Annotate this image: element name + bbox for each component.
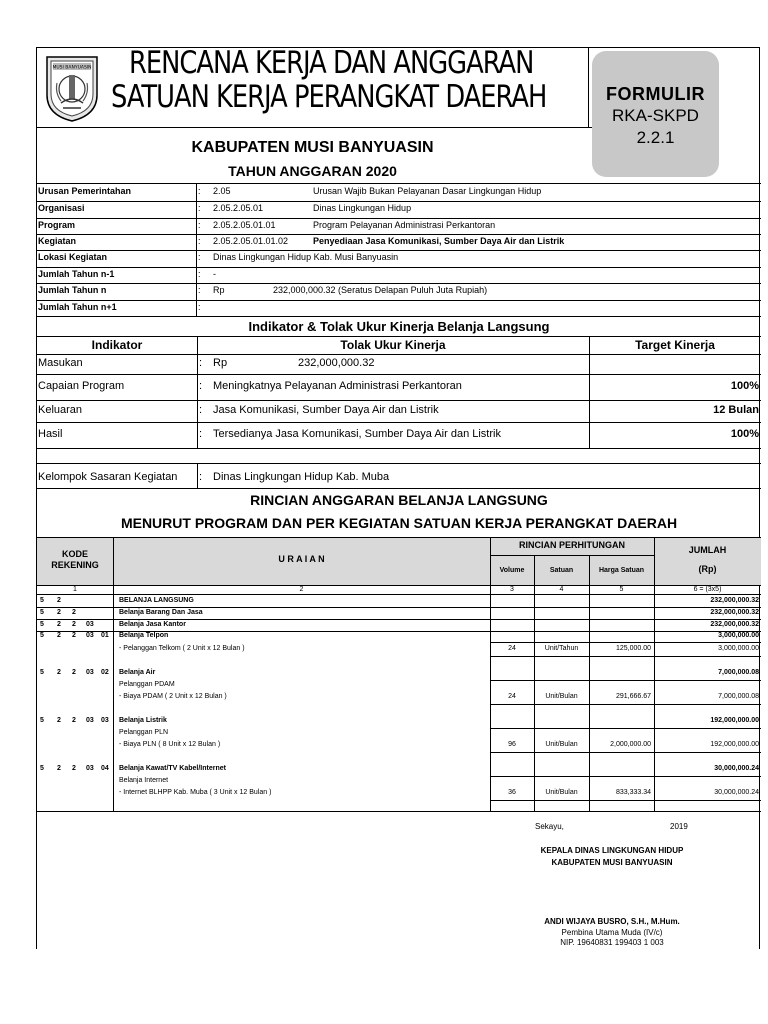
kode-segment: 2 xyxy=(57,716,61,724)
indicator-text: Meningkatnya Pelayanan Administrasi Perkantoran xyxy=(213,380,462,392)
jumlah-value: 30,000,000.24 xyxy=(714,788,759,796)
colnum-6: 6 = (3x5) xyxy=(693,586,722,593)
indicator-label: Keluaran xyxy=(38,404,83,416)
formulir-label: FORMULIR xyxy=(606,84,705,104)
kode-segment: 5 xyxy=(40,632,44,639)
kode-segment: 2 xyxy=(57,608,61,616)
kode-segment: 2 xyxy=(57,632,61,639)
formulir-box xyxy=(592,51,719,177)
svg-text:MUSI BANYUASIN: MUSI BANYUASIN xyxy=(52,65,92,71)
kode-segment: 5 xyxy=(40,620,44,628)
kode-segment: 2 xyxy=(57,596,61,604)
indicator-amount: 232,000,000.32 xyxy=(298,357,375,369)
col-volume: Volume xyxy=(499,567,525,574)
uraian-text: Belanja Kawat/TV Kabel/Internet xyxy=(119,764,226,772)
uraian-text: Belanja Internet xyxy=(119,776,169,784)
indicator-colon: : xyxy=(199,404,203,416)
colnum-2: 2 xyxy=(299,586,304,593)
kode-segment: 5 xyxy=(40,716,44,724)
kode-segment: 04 xyxy=(101,764,109,772)
info-colon: : xyxy=(198,285,201,295)
jumlah-value: 7,000,000.08 xyxy=(718,692,759,700)
info-label: Jumlah Tahun n+1 xyxy=(38,302,117,312)
kode-segment: 03 xyxy=(86,632,94,639)
info-colon: : xyxy=(198,236,201,246)
indicator-label: Hasil xyxy=(38,428,63,440)
volume-value: 36 xyxy=(508,788,516,796)
col-jumlah: JUMLAH xyxy=(688,545,727,555)
regency-logo xyxy=(43,53,101,123)
kode-segment: 2 xyxy=(72,716,76,724)
uraian-text: - Pelanggan Telkom ( 2 Unit x 12 Bulan ) xyxy=(119,644,245,652)
satuan-value: Unit/Tahun xyxy=(544,644,579,652)
formulir-code: RKA-SKPD xyxy=(612,106,699,125)
col-tolak-ukur: Tolak Ukur Kinerja xyxy=(340,338,446,352)
uraian-text: BELANJA LANGSUNG xyxy=(119,596,194,604)
jumlah-value: 7,000,000.08 xyxy=(718,668,759,676)
info-code: Rp xyxy=(213,285,225,295)
year-title: TAHUN ANGGARAN 2020 xyxy=(228,163,397,179)
sign-position-1: KEPALA DINAS LINGKUNGAN HIDUP xyxy=(540,846,684,855)
rincian-title-1: RINCIAN ANGGARAN BELANJA LANGSUNG xyxy=(250,492,548,508)
info-label: Program xyxy=(38,220,76,230)
kode-segment: 2 xyxy=(57,620,61,628)
volume-value: 24 xyxy=(508,692,516,700)
indicator-colon: : xyxy=(199,380,203,392)
info-colon: : xyxy=(198,302,201,312)
info-desc: 232,000,000.32 (Seratus Delapan Puluh Juta Rupiah) xyxy=(273,285,488,295)
satuan-value: Unit/Bulan xyxy=(545,788,578,796)
indicator-colon: : xyxy=(199,357,203,369)
sasaran-value: Dinas Lingkungan Hidup Kab. Muba xyxy=(213,471,390,483)
indicator-target: 100% xyxy=(730,380,759,392)
indicator-title: Indikator & Tolak Ukur Kinerja Belanja Langsung xyxy=(248,319,550,334)
kode-segment: 5 xyxy=(40,764,44,772)
kode-segment: 03 xyxy=(86,668,94,676)
info-desc: Dinas Lingkungan Hidup xyxy=(313,203,412,213)
info-desc: Program Pelayanan Administrasi Perkantoran xyxy=(313,220,496,230)
col-rincian: RINCIAN PERHITUNGAN xyxy=(518,540,625,550)
kode-segment: 2 xyxy=(72,620,76,628)
volume-value: 24 xyxy=(508,644,516,652)
colnum-5: 5 xyxy=(619,586,624,593)
colnum-1: 1 xyxy=(73,586,77,593)
uraian-text: - Internet BLHPP Kab. Muba ( 3 Unit x 12 Bulan ) xyxy=(119,788,272,796)
region-title: KABUPATEN MUSI BANYUASIN xyxy=(191,139,434,156)
kode-segment: 2 xyxy=(72,668,76,676)
kode-segment: 02 xyxy=(101,668,109,676)
formulir-number: 2.2.1 xyxy=(636,128,675,147)
colnum-4: 4 xyxy=(559,586,564,593)
uraian-text: Belanja Telpon xyxy=(119,632,169,639)
kode-segment: 5 xyxy=(40,608,44,616)
info-code: 2.05 xyxy=(213,186,231,196)
uraian-text: Belanja Air xyxy=(119,668,156,676)
rincian-title-2: MENURUT PROGRAM DAN PER KEGIATAN SATUAN KERJA PERANGKAT DAERAH xyxy=(120,515,678,531)
col-indikator: Indikator xyxy=(91,338,143,352)
harga-value: 2,000,000.00 xyxy=(610,740,651,748)
sign-year: 2019 xyxy=(670,822,688,831)
kode-segment: 5 xyxy=(40,596,44,604)
indicator-colon: : xyxy=(199,428,203,440)
jumlah-value: 3,000,000.00 xyxy=(718,632,759,639)
kode-segment: 03 xyxy=(86,764,94,772)
sasaran-colon: : xyxy=(199,471,203,483)
main-title-line1: RENCANA KERJA DAN ANGGARAN xyxy=(129,45,534,81)
harga-value: 291,666.67 xyxy=(615,692,651,700)
col-rp: (Rp) xyxy=(698,564,717,574)
jumlah-value: 192,000,000.00 xyxy=(710,740,759,748)
uraian-text: Pelanggan PDAM xyxy=(119,680,175,688)
colnum-3: 3 xyxy=(510,586,514,593)
indicator-target: 12 Bulan xyxy=(713,404,759,416)
col-kode: KODE xyxy=(61,549,88,559)
kode-segment: 2 xyxy=(72,632,76,639)
indicator-text: Jasa Komunikasi, Sumber Daya Air dan Listrik xyxy=(213,404,439,416)
uraian-text: - Biaya PLN ( 8 Unit x 12 Bulan ) xyxy=(119,740,221,748)
sasaran-label: Kelompok Sasaran Kegiatan xyxy=(38,471,178,483)
jumlah-value: 232,000,000.32 xyxy=(710,596,759,604)
info-code: Dinas Lingkungan Hidup Kab. Musi Banyuasin xyxy=(213,252,399,262)
satuan-value: Unit/Bulan xyxy=(545,740,578,748)
info-colon: : xyxy=(198,252,201,262)
info-colon: : xyxy=(198,220,201,230)
jumlah-value: 3,000,000.00 xyxy=(718,644,759,652)
info-label: Lokasi Kegiatan xyxy=(38,252,108,262)
info-label: Jumlah Tahun n-1 xyxy=(38,269,115,279)
sign-name: ANDI WIJAYA BUSRO, S.H., M.Hum. xyxy=(544,917,680,926)
indicator-label: Masukan xyxy=(38,357,83,369)
sign-place: Sekayu, xyxy=(535,822,564,831)
kode-segment: 2 xyxy=(57,764,61,772)
kode-segment: 2 xyxy=(72,608,76,616)
uraian-text: Pelanggan PLN xyxy=(119,728,169,736)
satuan-value: Unit/Bulan xyxy=(545,692,578,700)
info-desc: Urusan Wajib Bukan Pelayanan Dasar Lingkungan Hidup xyxy=(313,186,542,196)
jumlah-value: 30,000,000.24 xyxy=(714,764,759,772)
info-desc: Penyediaan Jasa Komunikasi, Sumber Daya Air dan Listrik xyxy=(313,236,565,246)
sign-nip: NIP. 19640831 199403 1 003 xyxy=(560,938,664,947)
rka-form xyxy=(36,47,760,949)
harga-value: 125,000.00 xyxy=(615,644,651,652)
info-code: 2.05.2.05.01.01.02 xyxy=(213,236,289,246)
col-rekening: REKENING xyxy=(51,560,99,570)
main-title-line2: SATUAN KERJA PERANGKAT DAERAH xyxy=(111,79,547,115)
col-satuan: Satuan xyxy=(549,567,574,574)
kode-segment: 03 xyxy=(86,716,94,724)
sign-position-2: KABUPATEN MUSI BANYUASIN xyxy=(551,858,673,867)
kode-segment: 2 xyxy=(57,668,61,676)
kode-segment: 03 xyxy=(86,620,94,628)
info-colon: : xyxy=(198,186,201,196)
volume-value: 96 xyxy=(508,740,516,748)
uraian-text: Belanja Barang Dan Jasa xyxy=(119,608,203,616)
info-colon: : xyxy=(198,269,201,279)
indicator-text: Rp xyxy=(213,357,228,369)
jumlah-value: 232,000,000.32 xyxy=(710,620,759,628)
indicator-text: Tersedianya Jasa Komunikasi, Sumber Daya Air dan Listrik xyxy=(213,428,501,440)
col-harga: Harga Satuan xyxy=(598,567,645,574)
jumlah-value: 232,000,000.32 xyxy=(710,608,759,616)
info-label: Urusan Pemerintahan xyxy=(38,186,132,196)
info-code: 2.05.2.05.01 xyxy=(213,203,264,213)
uraian-text: Belanja Jasa Kantor xyxy=(119,620,186,628)
info-label: Jumlah Tahun n xyxy=(38,285,107,295)
kode-segment: 01 xyxy=(101,632,109,639)
kode-segment: 2 xyxy=(72,764,76,772)
kode-segment: 5 xyxy=(40,668,44,676)
col-target: Target Kinerja xyxy=(635,338,715,352)
info-label: Kegiatan xyxy=(38,236,77,246)
kode-segment: 03 xyxy=(101,716,109,724)
info-colon: : xyxy=(198,203,201,213)
col-uraian: U R A I A N xyxy=(278,554,325,564)
sign-rank: Pembina Utama Muda (IV/c) xyxy=(561,928,663,937)
indicator-label: Capaian Program xyxy=(38,380,125,392)
indicator-target: 100% xyxy=(730,428,759,440)
info-code: 2.05.2.05.01.01 xyxy=(213,220,276,230)
info-label: Organisasi xyxy=(38,203,85,213)
info-code: - xyxy=(213,269,216,279)
harga-value: 833,333.34 xyxy=(615,788,651,796)
uraian-text: - Biaya PDAM ( 2 Unit x 12 Bulan ) xyxy=(119,692,227,700)
uraian-text: Belanja Listrik xyxy=(119,716,167,724)
jumlah-value: 192,000,000.00 xyxy=(710,716,759,724)
